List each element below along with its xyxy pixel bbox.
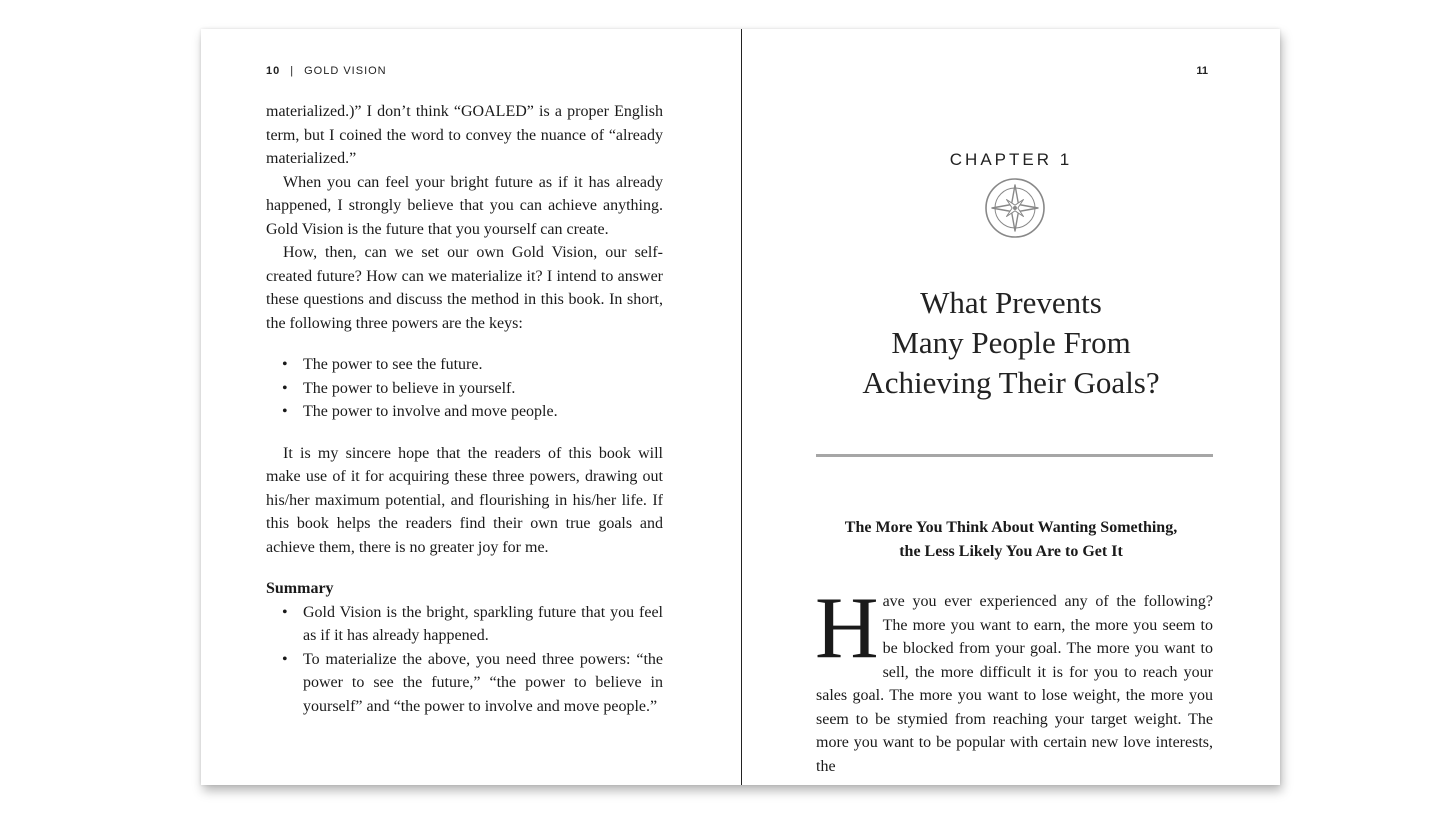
left-body-text [266,100,663,718]
powers-list [266,353,663,424]
right-page-number: 11 [1196,65,1208,77]
opening-paragraph [815,580,1213,778]
chapter-title-line: Achieving Their Goals? [862,365,1160,400]
paragraph-1: materialized.)” I don’t think “GOALED” is a proper English term, but I coined the word to convey the nuance of “already materialized.” [266,103,663,167]
closing-paragraph: It is my sincere hope that the readers of this book will make use of it for acquiring these three powers, drawing out his/her maximum potential, and flourishing in his/her life. If this book helps the readers find their own true goals and achieve them, there is no greater joy for me. [266,444,663,556]
paragraph-2: When you can feel your bright future as if it has already happened, I strongly believe that you can achieve anything. Gold Vision is the future that you yourself can create. [266,173,663,238]
compass-rose-icon [984,177,1046,239]
chapter-label: CHAPTER 1 [949,150,1073,169]
subheading-line: The More You Think About Wanting Something, [844,519,1178,536]
book-spread [201,29,1280,785]
list-item: • The power to believe in yourself. [303,377,663,401]
running-head [266,65,387,77]
section-subheading [742,516,1280,564]
chapter-title-line: Many People From [891,325,1131,360]
right-body-text [815,580,1213,778]
drop-cap: H [815,580,879,677]
running-title: GOLD VISION [304,65,387,77]
chapter-title-line: What Prevents [920,285,1102,320]
running-head-separator: | [290,65,295,77]
list-item: • The power to involve and move people. [303,400,663,424]
list-item: • The power to see the future. [303,353,663,377]
summary-heading: Summary [266,580,334,597]
right-page [742,29,1280,785]
list-item: • Gold Vision is the bright, sparkling future that you feel as if it has already happened. [303,601,663,648]
left-page [201,29,741,785]
horizontal-rule [816,454,1213,457]
left-page-number: 10 [266,65,281,77]
opening-paragraph-text: ave you ever experienced any of the following? The more you want to earn, the more you seem to be blocked from your goal. The more you want to sell, the more difficult it is for you to reach your sales goal. The more you want to lose weight, the more you seem to be stymied from reaching your target weight. The more you want to be popular with certain new love interests, the [816,593,1213,775]
list-item: • To materialize the above, you need three powers: “the power to see the future,” “the power to believe in yourself” and “the power to involve and move people.” [303,648,663,719]
paragraph-3: How, then, can we set our own Gold Vision, our self-created future? How can we materialize it? I intend to answer these questions and discuss the method in this book. In short, the following three powers are the keys: [266,244,663,332]
chapter-title [742,283,1280,403]
summary-list [266,601,663,719]
subheading-line: the Less Likely You Are to Get It [899,543,1123,560]
